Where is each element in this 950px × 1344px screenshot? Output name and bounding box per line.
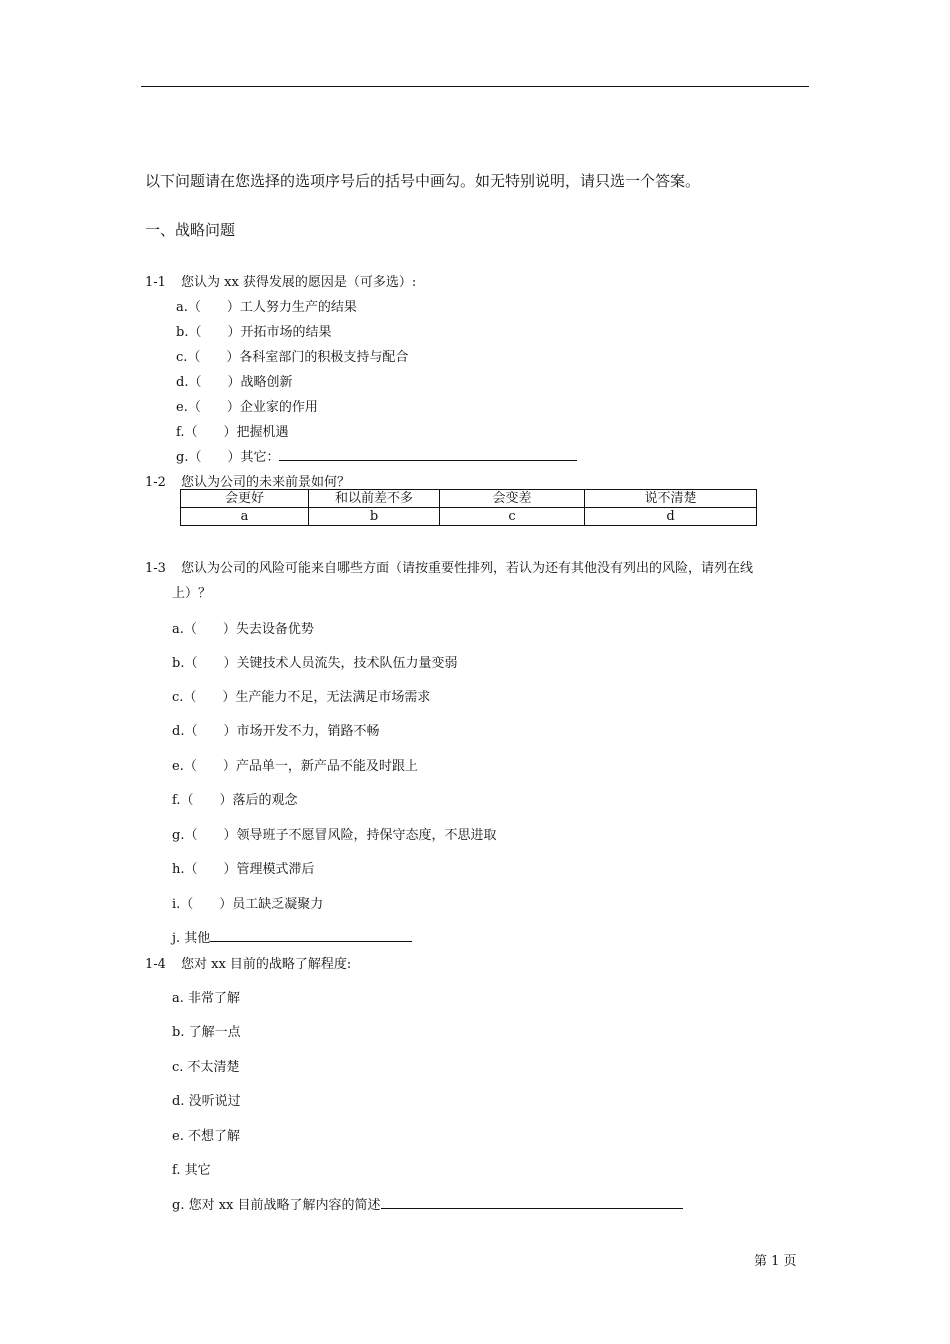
question-number: 1-4 [145, 957, 166, 972]
option-label: g. 您对 xx 目前战略了解内容的简述 [172, 1198, 381, 1213]
header-rule [141, 86, 809, 87]
option-1-1-b[interactable]: b.（ ）开拓市场的结果 [176, 325, 332, 340]
option-1-4-g[interactable] [172, 1194, 683, 1213]
table-cell[interactable]: b [309, 508, 440, 526]
option-1-3-i[interactable]: i.（ ）员工缺乏凝聚力 [172, 897, 324, 912]
question-1-2 [145, 471, 350, 490]
intro-text: 以下问题请在您选择的选项序号后的括号中画勾。如无特别说明，请只选一个答案。 [145, 172, 701, 190]
option-1-1-a[interactable]: a.（ ）工人努力生产的结果 [176, 300, 357, 315]
option-1-4-f[interactable]: f. 其它 [172, 1163, 211, 1178]
table-cell[interactable]: d [585, 508, 757, 526]
option-1-3-g[interactable]: g.（ ）领导班子不愿冒风险，持保守态度，不思进取 [172, 828, 497, 843]
option-1-1-c[interactable]: c.（ ）各科室部门的积极支持与配合 [176, 350, 409, 365]
option-1-3-c[interactable]: c.（ ）生产能力不足，无法满足市场需求 [172, 690, 431, 705]
table-cell[interactable]: a [181, 508, 309, 526]
question-1-1 [145, 271, 416, 290]
table-header-cell: 会更好 [181, 490, 309, 508]
question-number: 1-3 [145, 561, 166, 576]
option-1-1-g[interactable] [176, 446, 577, 465]
table-header-row [181, 490, 757, 508]
table-cell[interactable]: c [440, 508, 585, 526]
option-1-3-a[interactable]: a.（ ）失去设备优势 [172, 622, 314, 637]
table-row [181, 508, 757, 526]
option-1-3-f[interactable]: f.（ ）落后的观念 [172, 793, 298, 808]
option-1-3-j[interactable] [172, 927, 412, 946]
table-header-cell: 和以前差不多 [309, 490, 440, 508]
option-1-4-d[interactable]: d. 没听说过 [172, 1094, 241, 1109]
option-1-1-d[interactable]: d.（ ）战略创新 [176, 375, 293, 390]
question-text: 您认为 xx 获得发展的愿因是（可多选）: [181, 275, 417, 290]
option-1-1-f[interactable]: f.（ ）把握机遇 [176, 425, 289, 440]
option-label: j. 其他 [172, 931, 211, 946]
option-label: g.（ ）其它： [176, 450, 280, 465]
other-answer-line[interactable] [279, 460, 577, 461]
page-number: 第 1 页 [754, 1254, 797, 1269]
question-text: 您认为公司的风险可能来自哪些方面（请按重要性排列，若认为还有其他没有列出的风险，请列在线 [181, 561, 754, 576]
summary-answer-line[interactable] [381, 1208, 683, 1209]
option-1-1-e[interactable]: e.（ ）企业家的作用 [176, 400, 318, 415]
option-1-3-e[interactable]: e.（ ）产品单一，新产品不能及时跟上 [172, 759, 418, 774]
question-1-3-continued: 上）？ [172, 586, 212, 601]
option-1-4-a[interactable]: a. 非常了解 [172, 991, 241, 1006]
option-1-4-c[interactable]: c. 不太清楚 [172, 1060, 240, 1075]
question-number: 1-1 [145, 275, 166, 290]
question-number: 1-2 [145, 475, 166, 490]
option-1-4-b[interactable]: b. 了解一点 [172, 1025, 241, 1040]
table-header-cell: 说不清楚 [585, 490, 757, 508]
question-text: 您对 xx 目前的战略了解程度: [181, 957, 352, 972]
option-1-3-b[interactable]: b.（ ）关键技术人员流失，技术队伍力量变弱 [172, 656, 458, 671]
outlook-table [180, 489, 757, 526]
option-1-3-h[interactable]: h.（ ）管理模式滞后 [172, 862, 315, 877]
option-1-3-d[interactable]: d.（ ）市场开发不力，销路不畅 [172, 724, 380, 739]
other-answer-line[interactable] [210, 941, 412, 942]
table-header-cell: 会变差 [440, 490, 585, 508]
option-1-4-e[interactable]: e. 不想了解 [172, 1129, 240, 1144]
question-1-3 [145, 557, 753, 576]
question-text: 您认为公司的未来前景如何？ [181, 475, 351, 490]
question-1-4 [145, 953, 351, 972]
section-title: 一、战略问题 [145, 221, 236, 239]
